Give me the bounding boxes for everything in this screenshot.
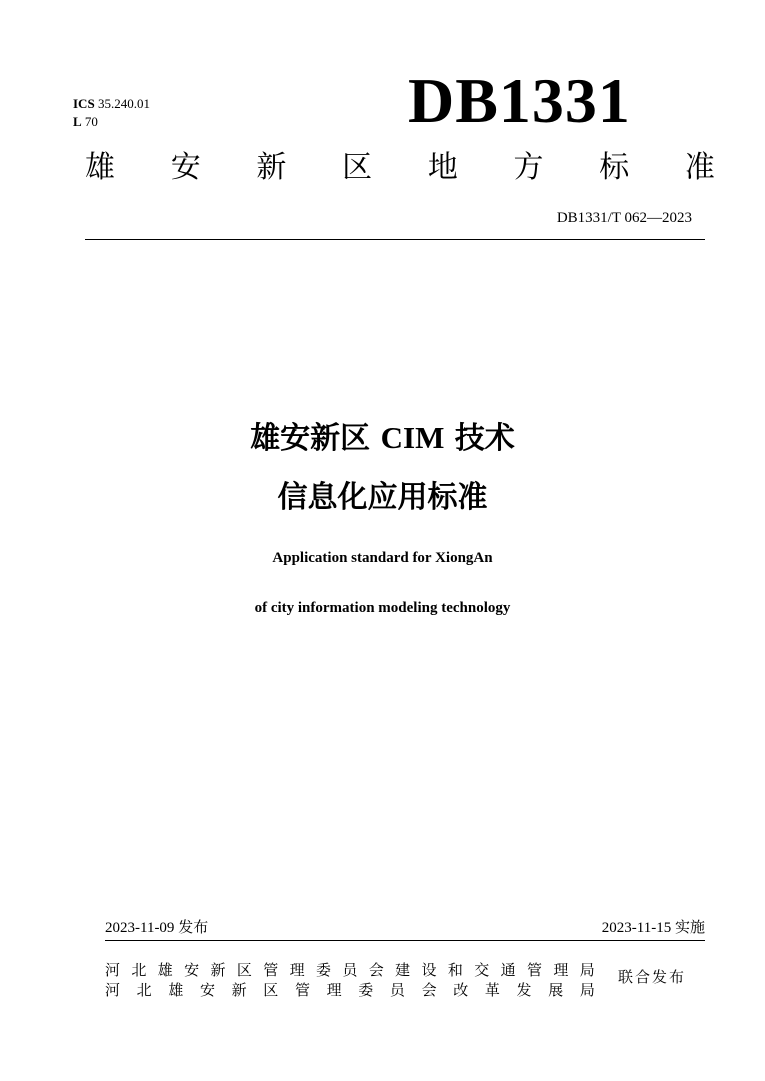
- issuer-char: 改: [453, 980, 469, 999]
- issuer-char: 管: [294, 980, 310, 999]
- issue-label: 发布: [178, 918, 209, 936]
- issuer-char: 通: [500, 960, 516, 979]
- ics-label: ICS: [73, 96, 95, 111]
- l-line: [73, 113, 150, 131]
- issuer-char: 安: [199, 980, 215, 999]
- standard-type-char: 地: [427, 150, 458, 185]
- issuer-char: 理: [289, 960, 305, 979]
- issuer-char: 展: [548, 980, 564, 999]
- issuer-char: 局: [579, 980, 595, 999]
- l-label: L: [73, 114, 82, 129]
- title-en-line2: of city information modeling technology: [254, 600, 511, 616]
- issuer-char: 员: [342, 960, 358, 979]
- issuer-char: 区: [236, 960, 252, 979]
- issuer-char: 建: [395, 960, 411, 979]
- issuer-char: 雄: [157, 960, 173, 979]
- issuer-char: 理: [553, 960, 569, 979]
- footer-divider: [105, 940, 705, 941]
- issuer-char: 北: [136, 980, 152, 999]
- issuer-char: 河: [105, 960, 121, 979]
- implement-date: [602, 916, 705, 939]
- issuer-char: 局: [579, 960, 595, 979]
- title-cn-line2: 信息化应用标准: [277, 480, 488, 515]
- issuer-char: 发: [516, 980, 532, 999]
- issuer-line2: [105, 978, 595, 1000]
- standard-type-char: 新: [256, 150, 287, 185]
- issuer-char: 交: [474, 960, 490, 979]
- l-code: 70: [84, 114, 98, 129]
- title-cn-part2: 技术: [454, 421, 515, 456]
- issuer-char: 安: [184, 960, 200, 979]
- issuer-char: 员: [389, 980, 405, 999]
- issue-date-value: 2023-11-09: [105, 920, 175, 936]
- standard-number: DB1331/T 062—2023: [556, 210, 692, 226]
- ics-line: [73, 95, 150, 113]
- implement-date-value: 2023-11-15: [601, 920, 672, 936]
- issuer-char: 区: [263, 980, 279, 999]
- issuer-char: 委: [358, 980, 374, 999]
- issuer-char: 委: [316, 960, 332, 979]
- title-cn-part1: 雄安新区: [250, 421, 371, 456]
- issuer-char: 管: [263, 960, 279, 979]
- joint-issue-label: 联合发布: [618, 968, 687, 986]
- issuer-char: 管: [527, 960, 543, 979]
- issuer-char: 和: [447, 960, 463, 979]
- implement-label: 实施: [674, 918, 705, 936]
- header-divider: [85, 239, 705, 240]
- issuer-char: 雄: [168, 980, 184, 999]
- ics-code: 35.240.01: [97, 96, 150, 111]
- standard-type-char: 标: [599, 150, 630, 185]
- title-cn-line1: [0, 418, 765, 459]
- title-cn-latin: CIM: [380, 420, 445, 455]
- issuer-char: 新: [231, 980, 247, 999]
- issuer-char: 会: [368, 960, 384, 979]
- standard-type-char: 准: [684, 150, 715, 185]
- issuer-char: 革: [484, 980, 500, 999]
- issuer-char: 会: [421, 980, 437, 999]
- issuer-char: 北: [131, 960, 147, 979]
- issuer-char: 新: [210, 960, 226, 979]
- standard-type-char: 雄: [85, 150, 115, 185]
- issuer-char: 设: [421, 960, 437, 979]
- ics-classification: [73, 95, 150, 131]
- db-code: DB1331: [408, 65, 631, 136]
- issuer-char: 理: [326, 980, 342, 999]
- title-en-line1: Application standard for XiongAn: [272, 550, 493, 566]
- standard-type-char: 区: [342, 150, 373, 185]
- standard-type: [85, 146, 715, 190]
- standard-type-char: 安: [170, 150, 201, 185]
- issuer-line1: [105, 958, 595, 980]
- issuer-char: 河: [105, 980, 121, 999]
- standard-type-char: 方: [513, 150, 544, 185]
- issue-date: [105, 916, 208, 939]
